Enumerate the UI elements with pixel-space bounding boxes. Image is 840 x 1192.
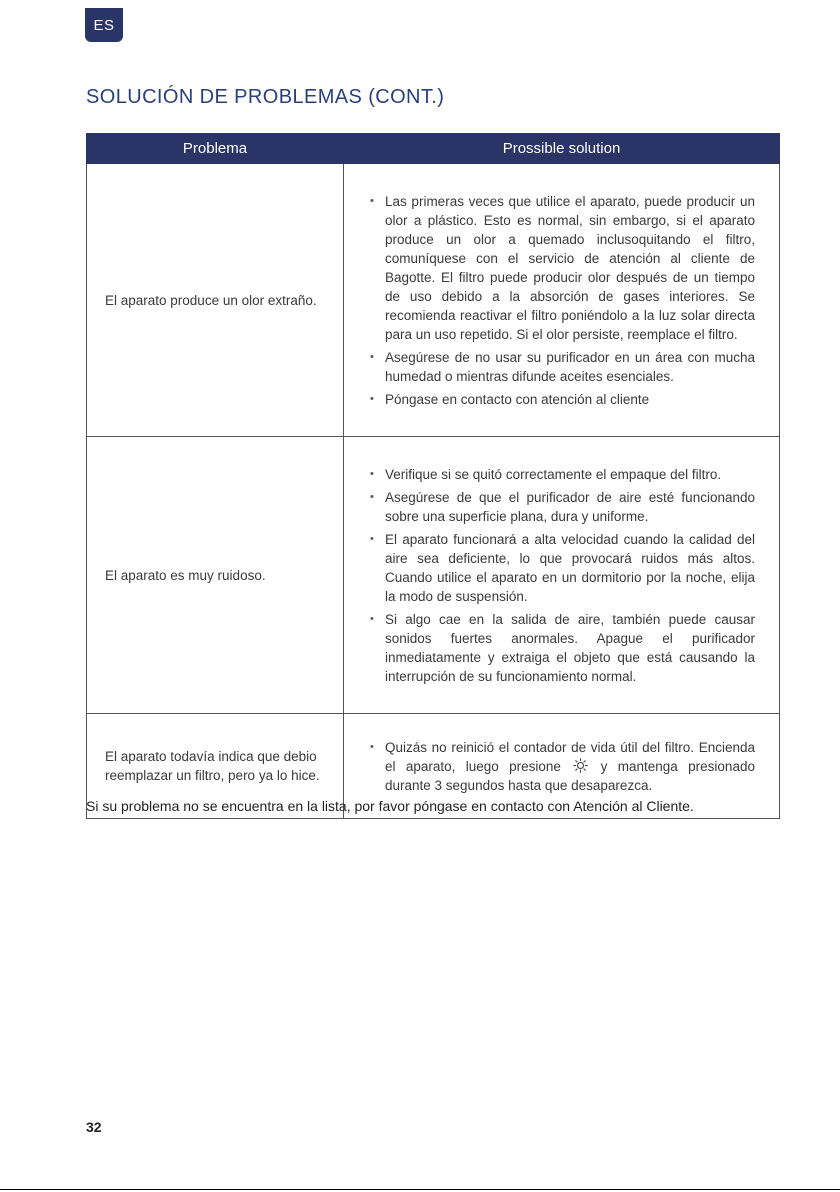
- solution-item: [370, 738, 755, 795]
- column-header-solution: Prossible solution: [344, 134, 780, 164]
- solution-item: • El aparato funcionará a alta velocidad cuando la calidad del aire sea deficiente, lo que provocará ruidos más altos. Cuando utilice el aparato en un dormitorio por la noche, elija la modo de suspensión.: [370, 530, 755, 606]
- troubleshooting-table: [86, 133, 780, 819]
- solution-item: • Si algo cae en la salida de aire, también puede causar sonidos fuertes anormales. Apague el purificador inmediatamente y extraiga el objeto que está causando la interrupción de su funcionamiento normal.: [370, 610, 755, 686]
- problem-cell: El aparato es muy ruidoso.: [87, 437, 344, 714]
- customer-service-note: Si su problema no se encuentra en la lista, por favor póngase en contacto con Atención al Cliente.: [86, 798, 694, 814]
- language-badge: [85, 8, 123, 42]
- solution-text-before-icon: Quizás no reinició el contador de vida útil del filtro. Encienda el aparato, luego presione: [385, 739, 755, 774]
- language-label: ES: [93, 16, 115, 34]
- table-row: [87, 437, 780, 714]
- problem-cell: El aparato todavía indica que debio reemplazar un filtro, pero ya lo hice.: [87, 714, 344, 819]
- solution-list: [370, 465, 755, 686]
- solution-cell: [344, 164, 780, 437]
- solution-item: • Verifique si se quitó correctamente el empaque del filtro.: [370, 465, 755, 484]
- solution-cell: [344, 437, 780, 714]
- solution-text-after-icon: y mantenga presionado durante 3 segundos hasta que desaparezca.: [385, 758, 755, 793]
- page-bottom-divider: [0, 1189, 840, 1190]
- problem-cell: El aparato produce un olor extraño.: [87, 164, 344, 437]
- solution-list: [370, 192, 755, 409]
- column-header-problem: Problema: [87, 134, 344, 164]
- page-number: 32: [86, 1119, 102, 1135]
- solution-item: • Las primeras veces que utilice el aparato, puede producir un olor a plástico. Esto es normal, sin embargo, si el aparato produce un olor a quemado inclusoquitando el filtro, comuníquese con el servicio de atención al cliente de Bagotte. El filtro puede producir olor después de un tiempo de uso debido a la absorción de gases interiores. Se recomienda reactivar el filtro poniéndolo a la luz solar directa para un uso repetido. Si el olor persiste, reemplace el filtro.: [370, 192, 755, 344]
- solution-list: [370, 738, 755, 795]
- solution-item: • Asegúrese de que el purificador de aire esté funcionando sobre una superficie plana, dura y uniforme.: [370, 488, 755, 526]
- table-header-row: [87, 134, 780, 164]
- solution-item: • Asegúrese de no usar su purificador en un área con mucha humedad o mientras difunde aceites esenciales.: [370, 348, 755, 386]
- page-title: SOLUCIÓN DE PROBLEMAS (CONT.): [86, 86, 445, 108]
- table-row: [87, 164, 780, 437]
- solution-item: • Póngase en contacto con atención al cliente: [370, 390, 755, 409]
- sun-icon: [573, 758, 588, 773]
